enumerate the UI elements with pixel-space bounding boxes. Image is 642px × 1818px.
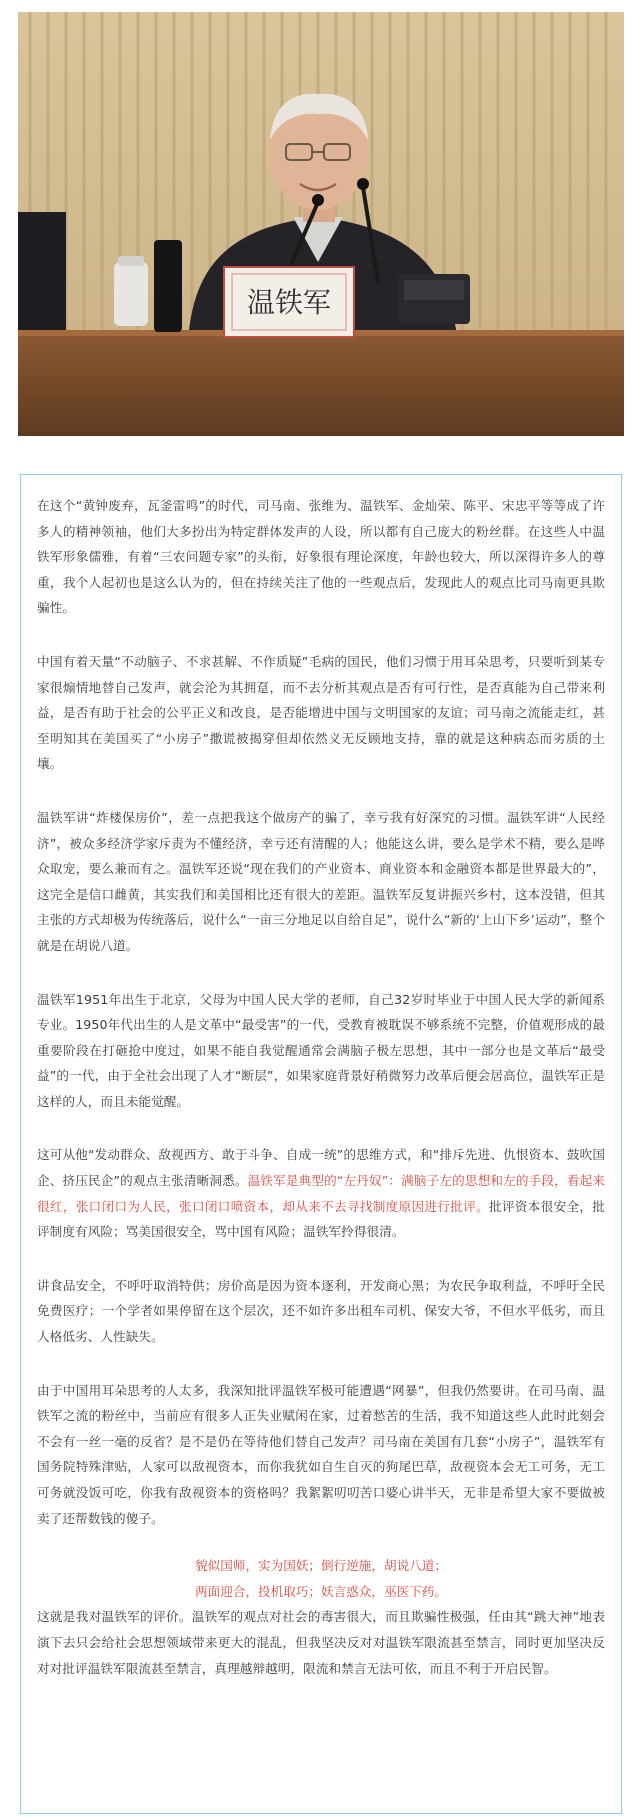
verse-line-2: 两面迎合，投机取巧；妖言惑众，巫医下药。 xyxy=(195,1583,447,1599)
article-photo xyxy=(18,12,624,436)
paragraph-4: 温铁军1951年出生于北京，父母为中国人民大学的老师，自己32岁时毕业于中国人民大学的新闻系专业。1950年代出生的人是文革中“最受害”的一代，受教育被耽误不够系统不完整，价值观形成的最重要阶段在打砸抢中度过，如果不能自我觉醒通常会满脑子极左思想，其中一部分也是文革后“最受益”的一代，由于全社会出现了人才“断层”，如果家庭背景好稍微努力改革后便会居高位，温铁军正是这样的人，而且未能觉醒。 xyxy=(37,991,605,1109)
verse-line-1: 貌似国师，实为国妖；倒行逆施，胡说八道； xyxy=(195,1558,447,1574)
paragraph-5-intro: 这可从他“发动群众、敌视西方、敢于斗争、自成一统”的思维方式，和“排斥先进、仇恨资本、鼓吹国企、挤压民企”的观点主张清晰洞悉。 xyxy=(37,1147,605,1189)
nameplate-text: 温铁军 xyxy=(246,286,332,319)
speaker-photo-illustration xyxy=(18,12,624,436)
paragraph-5-outro: 批评资本很安全，批评制度有风险；骂美国很安全，骂中国有风险；温铁军拎得很清。 xyxy=(37,1198,605,1240)
paragraph-2: 中国有着天量“不动脑子、不求甚解、不作质疑”毛病的国民，他们习惯于用耳朵思考，只要听到某专家很煽情地替自己发声，就会沦为其拥趸，而不去分析其观点是否有可行性，是否真能为自己带来利益，是否有助于社会的公平正义和改良，是否能增进中国与文明国家的友谊；司马南之流能走红，甚至明知其在美国买了“小房子”撒谎被揭穿但却依然义无反顾地支持，靠的就是这种病态而劣质的土壤。 xyxy=(37,653,605,772)
paragraph-8: 这就是我对温铁军的评价。温铁军的观点对社会的毒害很大，而且欺骗性极强，任由其“跳大神”地表演下去只会给社会思想领域带来更大的混乱，但我坚决反对对温铁军限流甚至禁言，同时更加坚决反对对批评温铁军限流甚至禁言，真理越辩越明，限流和禁言无法可依，而且不利于开启民智。 xyxy=(37,1609,605,1676)
paragraph-7: 由于中国用耳朵思考的人太多，我深知批评温铁军极可能遭遇“网暴”，但我仍然要讲。在司马南、温铁军之流的粉丝中，当前应有很多人正失业赋闲在家，过着愁苦的生活，我不知道这些人此时此刻会不会有一丝一毫的反省？是不是仍在等待他们替自己发声？司马南在美国有几套“小房子”，温铁军有国务院特殊津贴，人家可以敌视资本，而你我犹如自生自灭的狗尾巴草，敌视资本会无工可务，无工可务就没饭可吃，你我有敌视资本的资格吗？我絮絮叨叨苦口婆心讲半天，无非是希望大家不要做被卖了还帮数钱的傻子。 xyxy=(37,1382,605,1526)
paragraph-1: 在这个“黄钟废弃，瓦釜雷鸣”的时代，司马南、张维为、温铁军、金灿荣、陈平、宋忠平等等成了许多人的精神领袖，他们大多扮出为特定群体发声的人设，所以都有自己庞大的粉丝群。在这些人中温铁军形象儒雅，有着“三农问题专家”的头衔，好象很有理论深度，年龄也较大，所以深得许多人的尊重，我个人起初也是这么认为的，但在持续关注了他的一些观点后，发现此人的观点比司马南更具欺骗性。 xyxy=(37,498,605,616)
article-body xyxy=(20,474,622,1814)
paragraph-3: 温铁军讲“炸楼保房价”，差一点把我这个做房产的骗了，幸亏我有好深究的习惯。温铁军讲“人民经济”，被众多经济学家斥责为不懂经济，幸亏还有清醒的人；他能这么讲，要么是学术不精，要么是哗众取宠，要么兼而有之。温铁军还说“现在我们的产业资本、商业资本和金融资本都是世界最大的”，这完全是信口雌黄，其实我们和美国相比还有很大的差距。温铁军反复讲振兴乡村，这本没错，但其主张的方式却极为传统落后，说什么“一亩三分地足以自给自足”，说什么“新的‘上山下乡’运动”，整个就是在胡说八道。 xyxy=(37,809,605,953)
paragraph-5 xyxy=(37,1142,605,1244)
article-content xyxy=(37,493,605,1681)
verse-block xyxy=(37,1553,605,1604)
paragraph-6: 讲食品安全，不呼吁取消特供；房价高是因为资本逐利，开发商心黑；为农民争取利益，不呼吁全民免费医疗；一个学者如果停留在这个层次，还不如许多出租车司机、保安大爷，不但水平低劣，而且人格低劣、人性缺失。 xyxy=(37,1277,605,1345)
paragraph-5-highlight: 温铁军是典型的“左丹奴”：满脑子左的思想和左的手段，看起来很红，张口闭口为人民，张口闭口喷资本，却从来不去寻找制度原因进行批评。 xyxy=(37,1173,606,1214)
